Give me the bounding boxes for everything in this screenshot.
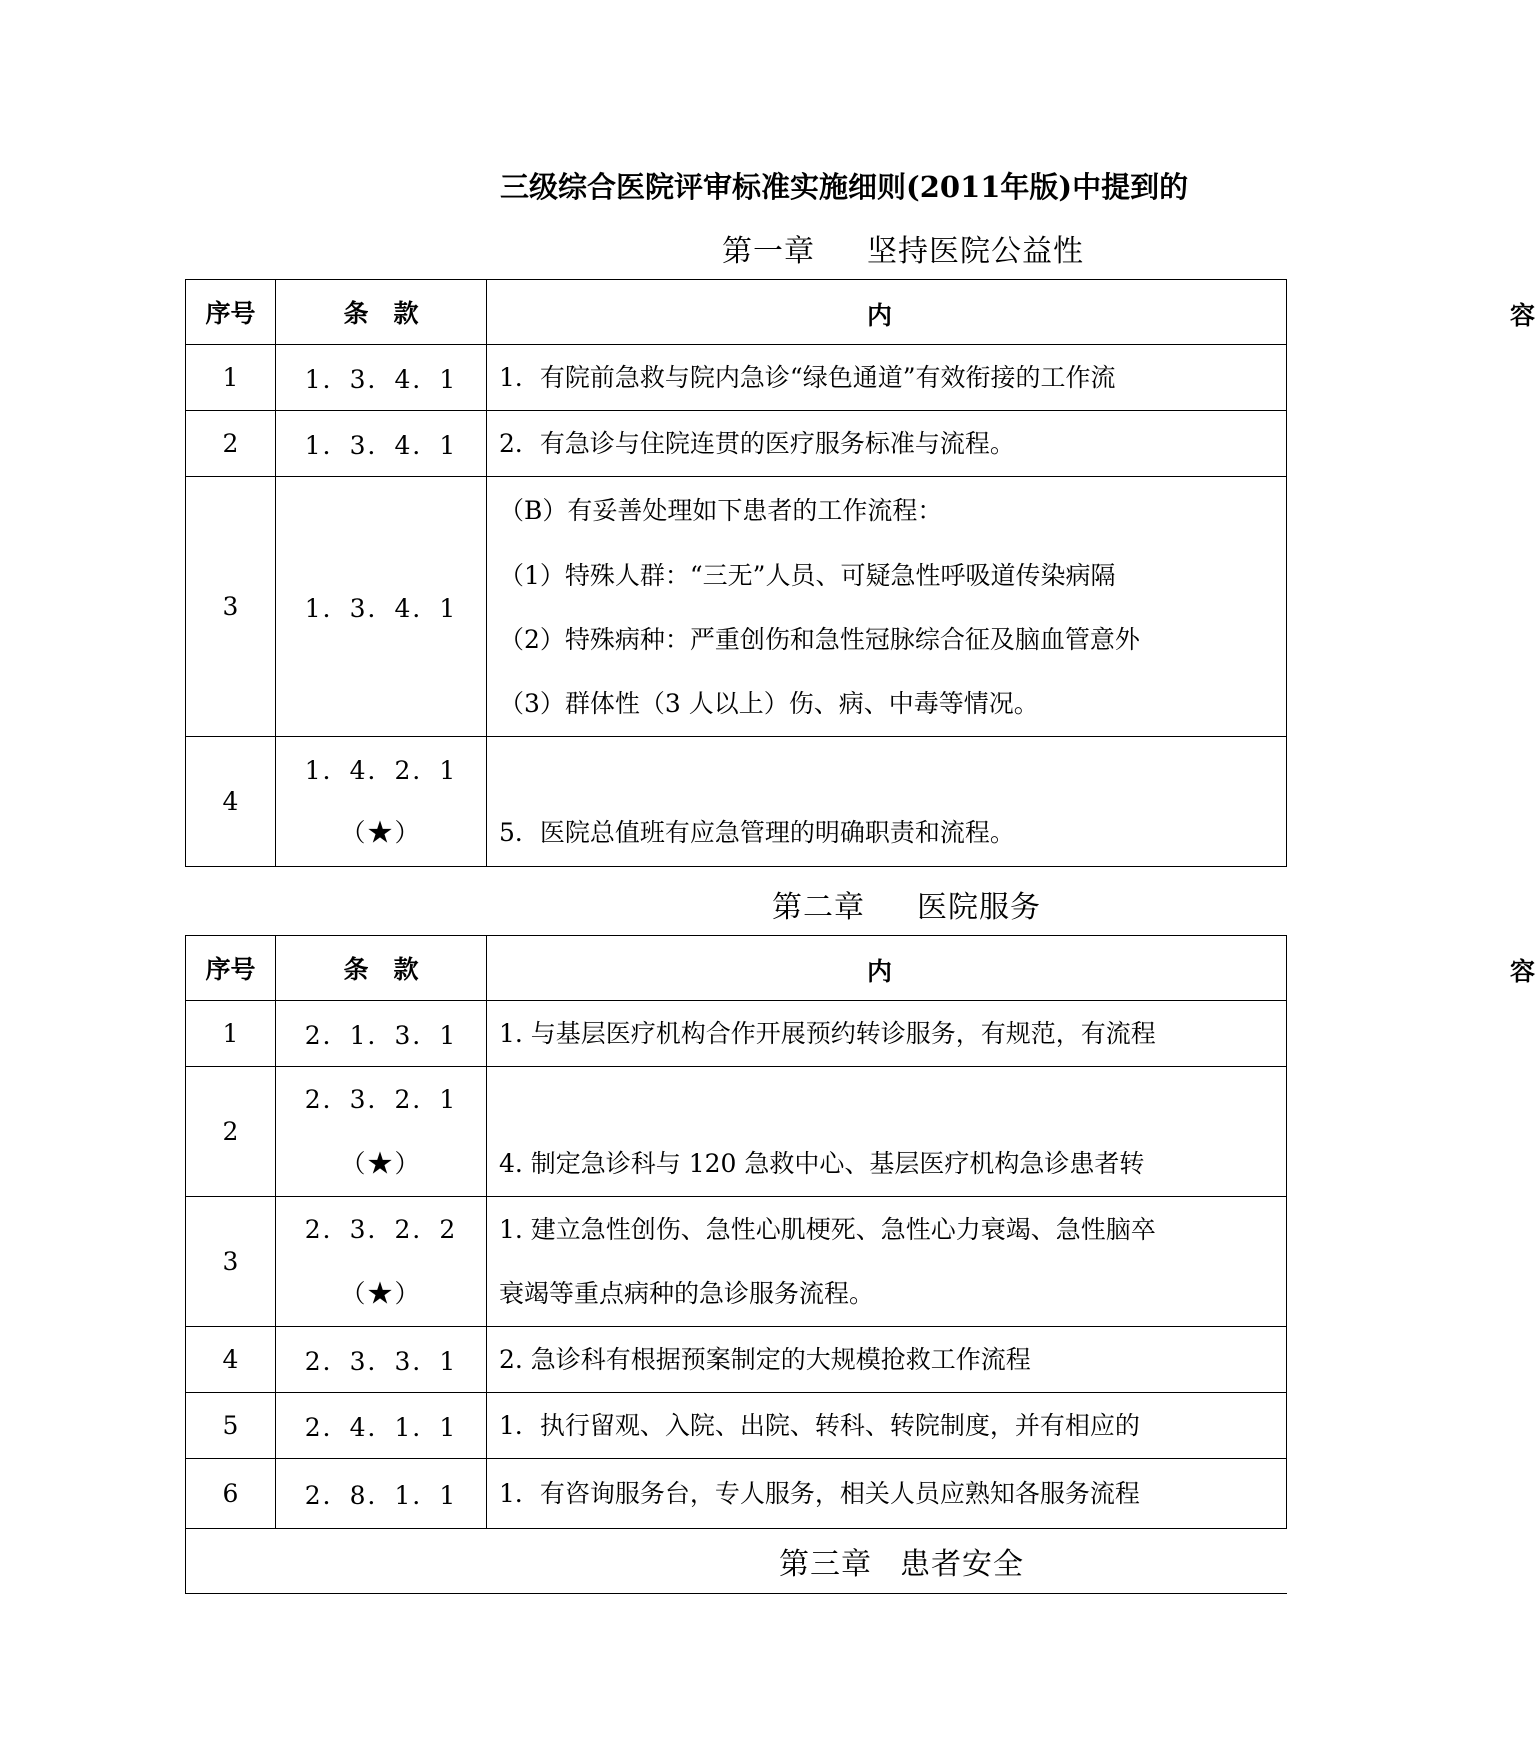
header-content: 内 容 (487, 936, 1287, 1001)
row-content: 2．有急诊与住院连贯的医疗服务标准与流程。 (487, 411, 1287, 477)
row-number: 1 (186, 345, 276, 411)
row-content: 1．有院前急救与院内急诊“绿色通道”有效衔接的工作流 (487, 345, 1287, 411)
chapter-3-heading-row (186, 1529, 1287, 1594)
row-number: 5 (186, 1393, 276, 1459)
header-seq: 序号 (186, 936, 276, 1001)
row-content: 1. 建立急性创伤、急性心肌梗死、急性心力衰竭、急性脑卒 衰竭等重点病种的急诊服务流程。 (487, 1197, 1287, 1327)
row-number: 3 (186, 1197, 276, 1327)
row-content: 1. 与基层医疗机构合作开展预约转诊服务，有规范，有流程 (487, 1001, 1287, 1067)
table-header-row (186, 936, 1287, 1001)
table-row (186, 1067, 1287, 1197)
document-title: 三级综合医院评审标准实施细则(2011年版)中提到的 (500, 170, 1189, 204)
chapter-3-name: 患者安全 (900, 1547, 1024, 1582)
row-number: 4 (186, 737, 276, 867)
row-clause: 1．3．4．1 (276, 345, 487, 411)
chapter-3-heading (186, 1529, 1287, 1594)
chapter-1-heading (722, 226, 1084, 270)
row-clause: 1．3．4．1 (276, 411, 487, 477)
table-row (186, 477, 1287, 737)
table-row (186, 345, 1287, 411)
table-row (186, 737, 1287, 867)
row-number: 2 (186, 411, 276, 477)
header-seq: 序号 (186, 280, 276, 345)
row-clause: 2．1．3．1 (276, 1001, 487, 1067)
chapter-2-heading (772, 882, 1041, 926)
header-clause: 条 款 (276, 280, 487, 345)
row-number: 3 (186, 477, 276, 737)
row-content: 4. 制定急诊科与 120 急救中心、基层医疗机构急诊患者转 (487, 1067, 1287, 1197)
row-clause: 1．4．2．1 （★） (276, 737, 487, 867)
chapter-3-number: 第三章 (779, 1547, 872, 1582)
chapter-2-name: 医院服务 (917, 890, 1041, 925)
table-row (186, 1393, 1287, 1459)
row-clause: 2．3．2．2 （★） (276, 1197, 487, 1327)
row-content: 5．医院总值班有应急管理的明确职责和流程。 (487, 737, 1287, 867)
chapter-1-name: 坚持医院公益性 (867, 234, 1084, 269)
header-clause: 条 款 (276, 936, 487, 1001)
table-row (186, 1459, 1287, 1529)
star-mark: （★） (340, 1278, 422, 1308)
row-content: 2. 急诊科有根据预案制定的大规模抢救工作流程 (487, 1327, 1287, 1393)
star-mark: （★） (340, 817, 422, 847)
star-mark: （★） (340, 1148, 422, 1178)
row-content: （B）有妥善处理如下患者的工作流程： （1）特殊人群：“三无”人员、可疑急性呼吸道传染病隔 （2）特殊病种：严重创伤和急性冠脉综合征及脑血管意外 （3）群体性（3 人以上）伤、病、中毒等情况。 (487, 477, 1287, 737)
header-content: 内 容 (487, 280, 1287, 345)
row-clause: 1．3．4．1 (276, 477, 487, 737)
chapter-1-number: 第一章 (722, 234, 815, 269)
row-number: 4 (186, 1327, 276, 1393)
table-row (186, 1327, 1287, 1393)
table-header-row (186, 280, 1287, 345)
row-content: 1．有咨询服务台，专人服务，相关人员应熟知各服务流程 (487, 1459, 1287, 1529)
table-row (186, 411, 1287, 477)
chapter-2-table (185, 935, 1535, 1594)
row-clause: 2．8．1．1 (276, 1459, 487, 1529)
table-row (186, 1001, 1287, 1067)
row-number: 1 (186, 1001, 276, 1067)
row-clause: 2．3．2．1 （★） (276, 1067, 487, 1197)
row-content: 1．执行留观、入院、出院、转科、转院制度，并有相应的 (487, 1393, 1287, 1459)
row-clause: 2．4．1．1 (276, 1393, 487, 1459)
row-clause: 2．3．3．1 (276, 1327, 487, 1393)
table-row (186, 1197, 1287, 1327)
chapter-2-number: 第二章 (772, 890, 865, 925)
row-number: 2 (186, 1067, 276, 1197)
chapter-1-table (185, 279, 1535, 867)
row-number: 6 (186, 1459, 276, 1529)
